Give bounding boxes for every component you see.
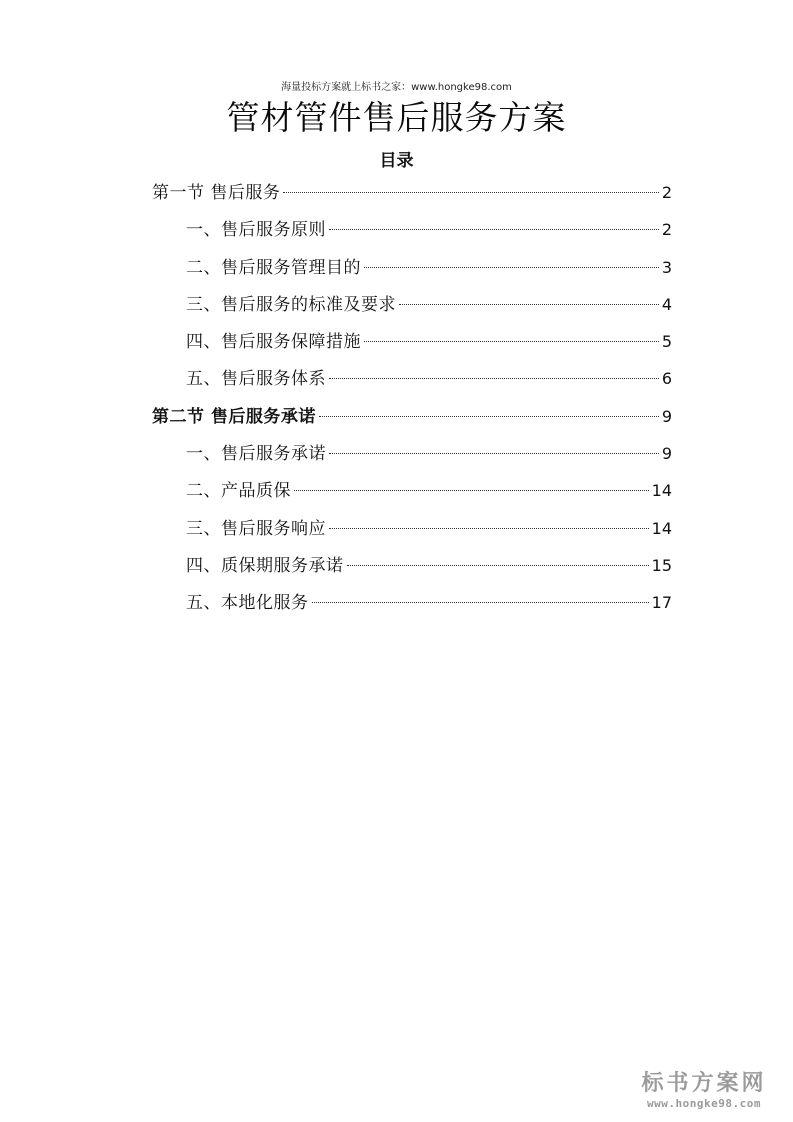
toc-dot-leader	[294, 490, 649, 491]
document-title: 管材管件售后服务方案	[226, 98, 567, 137]
toc-dot-leader	[364, 341, 659, 342]
toc-page-number: 9	[661, 406, 672, 426]
watermark-title: 标书方案网	[641, 1071, 767, 1096]
toc-dot-leader	[329, 453, 659, 454]
toc-subsection-entry[interactable]	[152, 329, 672, 366]
toc-entry-text: 一、售后服务承诺	[186, 444, 326, 465]
toc-entry-text: 第二节 售后服务承诺	[152, 406, 316, 427]
toc-section-entry[interactable]	[152, 404, 672, 441]
toc-dot-leader	[329, 528, 649, 529]
toc-dot-leader	[329, 378, 659, 379]
toc-entry-text: 五、本地化服务	[186, 593, 309, 614]
toc-entry-text: 二、产品质保	[186, 481, 291, 502]
toc-page-number: 4	[661, 294, 672, 314]
watermark-logo	[629, 1066, 779, 1110]
toc-dot-leader	[329, 229, 659, 230]
toc-page-number: 2	[661, 183, 672, 202]
toc-dot-leader	[364, 267, 659, 268]
toc-subsection-entry[interactable]	[152, 553, 672, 590]
toc-dot-leader	[399, 304, 659, 305]
toc-subsection-entry[interactable]	[152, 366, 672, 403]
toc-subsection-entry[interactable]	[152, 590, 672, 627]
toc-entry-text: 二、售后服务管理目的	[186, 257, 361, 278]
toc-entry-text: 三、售后服务响应	[186, 518, 326, 539]
watermark-url: www.hongke98.com	[647, 1097, 761, 1110]
toc-page-number: 3	[661, 257, 672, 277]
toc-page-number: 15	[651, 555, 672, 575]
toc-entry-text: 五、售后服务体系	[186, 369, 326, 390]
toc-page-number: 2	[661, 220, 672, 240]
toc-subsection-entry[interactable]	[152, 292, 672, 329]
toc-entry-text: 第一节 售后服务	[152, 183, 281, 203]
table-of-contents	[152, 180, 672, 628]
toc-section-entry[interactable]	[152, 180, 672, 217]
toc-entry-text: 四、质保期服务承诺	[186, 555, 344, 576]
toc-page-number: 5	[661, 332, 672, 352]
header-note: 海量投标方案就上标书之家：www.hongke98.com	[281, 82, 512, 93]
toc-page-number: 17	[651, 593, 672, 613]
toc-subsection-entry[interactable]	[152, 255, 672, 292]
toc-subsection-entry[interactable]	[152, 217, 672, 254]
toc-heading: 目录	[379, 151, 414, 171]
toc-dot-leader	[347, 565, 649, 566]
toc-page-number: 6	[661, 369, 672, 389]
toc-page-number: 14	[651, 518, 672, 538]
toc-entry-text: 四、售后服务保障措施	[186, 332, 361, 353]
toc-dot-leader	[319, 416, 659, 417]
toc-entry-text: 一、售后服务原则	[186, 220, 326, 241]
toc-page-number: 9	[661, 444, 672, 464]
toc-subsection-entry[interactable]	[152, 516, 672, 553]
toc-subsection-entry[interactable]	[152, 478, 672, 515]
toc-entry-text: 三、售后服务的标准及要求	[186, 294, 396, 315]
toc-dot-leader	[312, 602, 649, 603]
toc-dot-leader	[283, 192, 658, 193]
toc-subsection-entry[interactable]	[152, 441, 672, 478]
toc-page-number: 14	[651, 481, 672, 501]
